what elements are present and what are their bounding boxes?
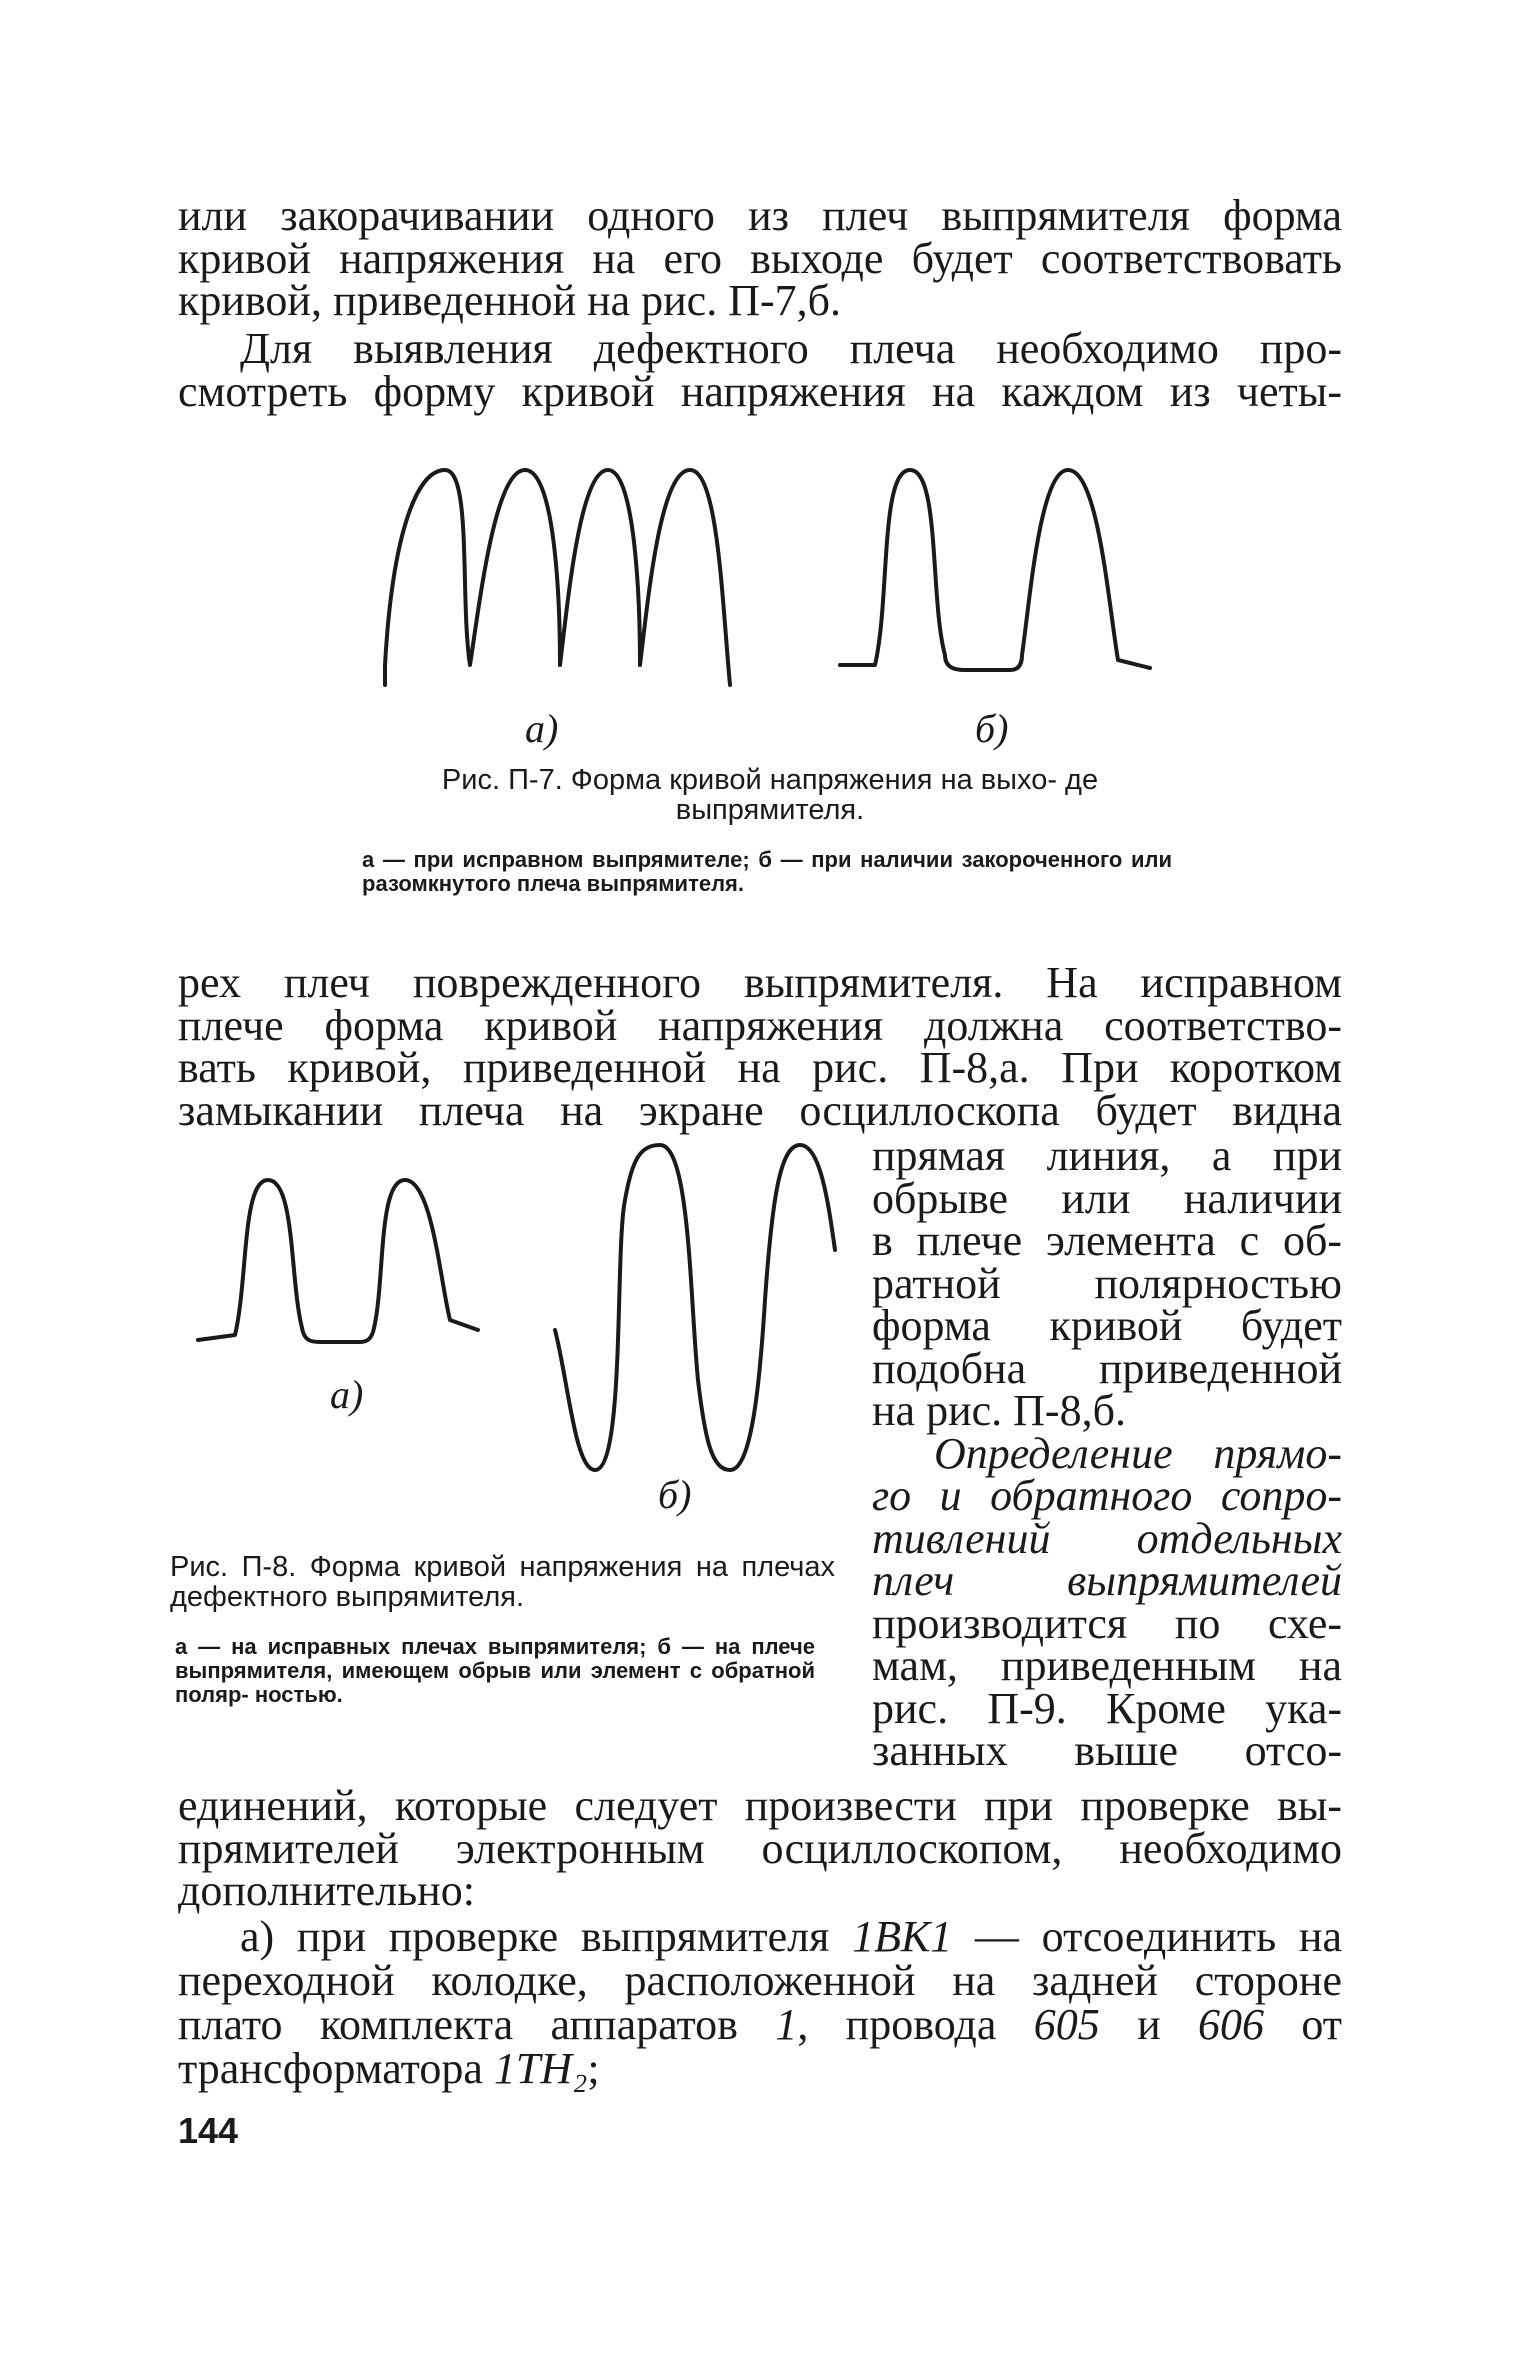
side-line-7: на рис. П-8,б. xyxy=(872,1386,1126,1435)
para2-line-2: смотреть форму кривой напряжения на каждом из четы- xyxy=(178,366,1342,416)
side-line-5: форма кривой будет xyxy=(872,1301,1342,1350)
para5-line-3-mid1: , провода xyxy=(797,2000,1034,2049)
para3-line-2: плече форма кривой напряжения должна соответство- xyxy=(178,1000,1342,1050)
fig8-label-b: б) xyxy=(658,1472,692,1517)
fig8-caption-note: а — на исправных плечах выпрямителя; б — на плече выпрямителя, имеющем обрыв или элемент с обратной поляр- ностью. xyxy=(175,1634,815,1707)
side-italic-line-2: го и обратного сопро- xyxy=(872,1471,1342,1520)
para5-code-1bk1: 1ВК1 xyxy=(852,1912,953,1961)
para1-line-1: или закорачивании одного из плеч выпрямителя форма xyxy=(178,191,1342,240)
para5-line-3-end: от xyxy=(1264,2000,1343,2049)
paragraph-5 xyxy=(178,1912,1343,2093)
para5-num-1: 1 xyxy=(775,2000,798,2049)
side-line2-3: рис. П-9. Кроме ука- xyxy=(872,1683,1342,1733)
para3-line-4: замыкании плеча на экране осциллоскопа будет видна xyxy=(178,1085,1342,1135)
side-line-2: обрыве или наличии xyxy=(872,1173,1342,1223)
side-italic-line-3: тивлений отдельных xyxy=(872,1513,1342,1563)
side-line2-1: производится по схе- xyxy=(872,1598,1342,1648)
para1-line-3: кривой, приведенной на рис. П-7,б. xyxy=(178,276,842,325)
para4-line-2: прямителей электронным осциллоскопом, необходимо xyxy=(178,1823,1342,1873)
fig8-label-a: а) xyxy=(330,1372,364,1417)
para2-line-1: Для выявления дефектного плеча необходимо про- xyxy=(240,324,1342,373)
side-line2-4: занных выше отсо- xyxy=(872,1726,1342,1775)
fig8-caption-title: Рис. П-8. Форма кривой напряжения на плечах дефектного выпрямителя. xyxy=(170,1551,835,1613)
para5-num-606: 606 xyxy=(1198,2000,1264,2049)
para5-line-1 xyxy=(178,1912,1342,1961)
side-italic-line-1: Определение прямо- xyxy=(934,1428,1342,1478)
para5-line-3-mid2: и xyxy=(1099,2000,1198,2049)
fig8b-waveform xyxy=(555,1145,835,1470)
fig7-caption-note: а — при исправном выпрямителе; б — при наличии закороченного или разомкнутого плеча выпрямителя. xyxy=(362,847,1172,896)
side-italic-line-4: плеч выпрямителей xyxy=(872,1556,1342,1605)
para4-line-1: единений, которые следует произвести при проверке вы- xyxy=(178,1781,1342,1830)
side-line-6: подобна приведенной xyxy=(872,1343,1342,1393)
fig7-caption-title: Рис. П-7. Форма кривой напряжения на выхо- де выпрямителя. xyxy=(441,764,1099,826)
para5-line-4-text: трансформатора xyxy=(178,2044,494,2093)
para5-line-2: переходной колодке, расположенной на задней стороне xyxy=(178,1956,1342,2005)
paragraph-4 xyxy=(178,1781,1342,1915)
para5-line-1-end: — отсоединить на xyxy=(952,1912,1342,1961)
para5-num-605: 605 xyxy=(1033,2000,1100,2049)
fig8a-waveform xyxy=(198,1180,478,1342)
side-line2-2: мам, приведенным на xyxy=(872,1641,1342,1690)
side-line-4: ратной полярностью xyxy=(872,1258,1342,1308)
side-line-3: в плече элемента с об- xyxy=(872,1216,1342,1265)
para5-line-4 xyxy=(178,2044,1342,2093)
para3-line-3: вать кривой, приведенной на рис. П-8,а. При коротком xyxy=(178,1043,1342,1092)
page-number: 144 xyxy=(178,2110,239,2151)
para3-line-1: рех плеч поврежденного выпрямителя. На исправном xyxy=(178,958,1342,1007)
para5-line-4-end: ; xyxy=(587,2044,600,2093)
para5-line-1-text: а) при проверке выпрямителя xyxy=(240,1912,853,1961)
para5-line-3-text: плато комплекта аппаратов xyxy=(178,2000,776,2049)
para5-code-1tn2: 1ТН₂ xyxy=(493,2044,588,2093)
para1-line-2: кривой напряжения на его выходе будет соответствовать xyxy=(178,233,1342,283)
fig7-label-b: б) xyxy=(975,706,1009,751)
para4-line-3: дополнительно: xyxy=(178,1866,475,1915)
fig7-label-a: а) xyxy=(525,706,559,751)
para5-line-3 xyxy=(178,2000,1343,2049)
side-line-1: прямая линия, а при xyxy=(872,1131,1342,1180)
